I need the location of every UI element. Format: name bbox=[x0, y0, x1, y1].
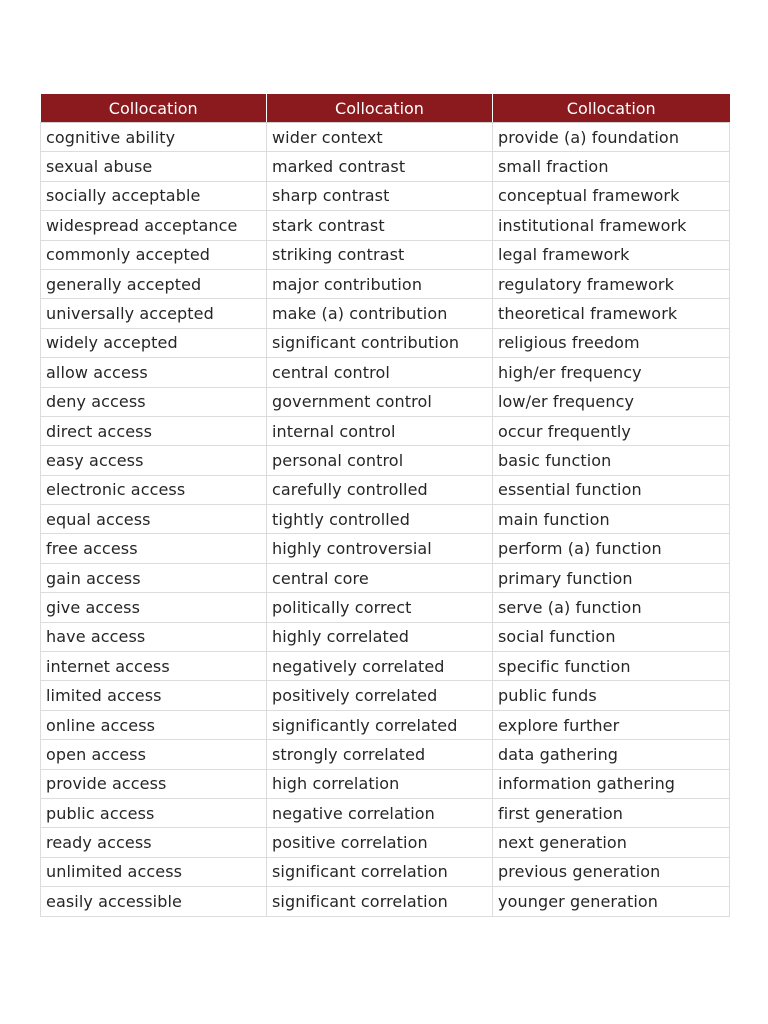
table-cell: conceptual framework bbox=[493, 181, 730, 210]
table-cell: have access bbox=[41, 622, 267, 651]
table-row bbox=[41, 269, 730, 298]
table-cell: social function bbox=[493, 622, 730, 651]
table-cell: deny access bbox=[41, 387, 267, 416]
table-cell: essential function bbox=[493, 475, 730, 504]
table-cell: theoretical framework bbox=[493, 299, 730, 328]
table-cell: unlimited access bbox=[41, 857, 267, 886]
table-row bbox=[41, 710, 730, 739]
table-cell: negatively correlated bbox=[267, 652, 493, 681]
table-cell: socially acceptable bbox=[41, 181, 267, 210]
table-cell: legal framework bbox=[493, 240, 730, 269]
table-cell: universally accepted bbox=[41, 299, 267, 328]
table-row bbox=[41, 152, 730, 181]
table-cell: government control bbox=[267, 387, 493, 416]
table-cell: small fraction bbox=[493, 152, 730, 181]
table-cell: give access bbox=[41, 593, 267, 622]
table-row bbox=[41, 828, 730, 857]
table-cell: sexual abuse bbox=[41, 152, 267, 181]
table-row bbox=[41, 211, 730, 240]
table-row bbox=[41, 475, 730, 504]
table-cell: perform (a) function bbox=[493, 534, 730, 563]
table-cell: striking contrast bbox=[267, 240, 493, 269]
table-cell: highly controversial bbox=[267, 534, 493, 563]
column-header: Collocation bbox=[41, 94, 267, 123]
table-cell: gain access bbox=[41, 563, 267, 592]
table-header-row bbox=[41, 94, 730, 123]
table-cell: equal access bbox=[41, 505, 267, 534]
table-cell: internet access bbox=[41, 652, 267, 681]
table-cell: allow access bbox=[41, 358, 267, 387]
table-row bbox=[41, 857, 730, 886]
table-cell: institutional framework bbox=[493, 211, 730, 240]
table-row bbox=[41, 358, 730, 387]
table-cell: provide (a) foundation bbox=[493, 123, 730, 152]
table-cell: main function bbox=[493, 505, 730, 534]
table-cell: basic function bbox=[493, 446, 730, 475]
table-cell: significant correlation bbox=[267, 887, 493, 916]
column-header: Collocation bbox=[267, 94, 493, 123]
table-cell: significantly correlated bbox=[267, 710, 493, 739]
table-cell: internal control bbox=[267, 416, 493, 445]
table-cell: online access bbox=[41, 710, 267, 739]
table-row bbox=[41, 798, 730, 827]
table-row bbox=[41, 740, 730, 769]
table-cell: religious freedom bbox=[493, 328, 730, 357]
table-row bbox=[41, 593, 730, 622]
table-cell: free access bbox=[41, 534, 267, 563]
table-cell: widespread acceptance bbox=[41, 211, 267, 240]
table-cell: sharp contrast bbox=[267, 181, 493, 210]
table-cell: limited access bbox=[41, 681, 267, 710]
table-cell: wider context bbox=[267, 123, 493, 152]
table-row bbox=[41, 299, 730, 328]
table-cell: widely accepted bbox=[41, 328, 267, 357]
table-cell: generally accepted bbox=[41, 269, 267, 298]
table-cell: personal control bbox=[267, 446, 493, 475]
table-cell: electronic access bbox=[41, 475, 267, 504]
table-cell: easy access bbox=[41, 446, 267, 475]
table-cell: information gathering bbox=[493, 769, 730, 798]
table-row bbox=[41, 446, 730, 475]
table-cell: tightly controlled bbox=[267, 505, 493, 534]
table-cell: serve (a) function bbox=[493, 593, 730, 622]
column-header: Collocation bbox=[493, 94, 730, 123]
table-cell: cognitive ability bbox=[41, 123, 267, 152]
table-cell: easily accessible bbox=[41, 887, 267, 916]
table-cell: previous generation bbox=[493, 857, 730, 886]
table-row bbox=[41, 123, 730, 152]
table-cell: public access bbox=[41, 798, 267, 827]
table-cell: high/er frequency bbox=[493, 358, 730, 387]
table-cell: provide access bbox=[41, 769, 267, 798]
table-row bbox=[41, 534, 730, 563]
table-cell: direct access bbox=[41, 416, 267, 445]
table-row bbox=[41, 622, 730, 651]
table-row bbox=[41, 681, 730, 710]
collocation-table bbox=[40, 94, 730, 917]
table-cell: major contribution bbox=[267, 269, 493, 298]
table-row bbox=[41, 181, 730, 210]
table-cell: positively correlated bbox=[267, 681, 493, 710]
table-cell: ready access bbox=[41, 828, 267, 857]
table-row bbox=[41, 652, 730, 681]
table-cell: regulatory framework bbox=[493, 269, 730, 298]
table-row bbox=[41, 505, 730, 534]
table-cell: specific function bbox=[493, 652, 730, 681]
table-row bbox=[41, 387, 730, 416]
table-row bbox=[41, 563, 730, 592]
table-cell: highly correlated bbox=[267, 622, 493, 651]
table-cell: carefully controlled bbox=[267, 475, 493, 504]
table-cell: younger generation bbox=[493, 887, 730, 916]
table-cell: politically correct bbox=[267, 593, 493, 622]
table-cell: significant correlation bbox=[267, 857, 493, 886]
table-cell: central core bbox=[267, 563, 493, 592]
table-cell: open access bbox=[41, 740, 267, 769]
table-row bbox=[41, 328, 730, 357]
table-cell: central control bbox=[267, 358, 493, 387]
table-cell: significant contribution bbox=[267, 328, 493, 357]
table-cell: explore further bbox=[493, 710, 730, 739]
table-cell: next generation bbox=[493, 828, 730, 857]
table-cell: marked contrast bbox=[267, 152, 493, 181]
table-cell: negative correlation bbox=[267, 798, 493, 827]
table-cell: occur frequently bbox=[493, 416, 730, 445]
table-row bbox=[41, 769, 730, 798]
table-cell: first generation bbox=[493, 798, 730, 827]
table-cell: data gathering bbox=[493, 740, 730, 769]
table-cell: strongly correlated bbox=[267, 740, 493, 769]
table-cell: stark contrast bbox=[267, 211, 493, 240]
table-cell: high correlation bbox=[267, 769, 493, 798]
table-body bbox=[41, 123, 730, 917]
table-cell: make (a) contribution bbox=[267, 299, 493, 328]
table-cell: commonly accepted bbox=[41, 240, 267, 269]
table-cell: positive correlation bbox=[267, 828, 493, 857]
table-cell: public funds bbox=[493, 681, 730, 710]
table-row bbox=[41, 887, 730, 916]
table-row bbox=[41, 416, 730, 445]
table-row bbox=[41, 240, 730, 269]
table-cell: low/er frequency bbox=[493, 387, 730, 416]
table-cell: primary function bbox=[493, 563, 730, 592]
